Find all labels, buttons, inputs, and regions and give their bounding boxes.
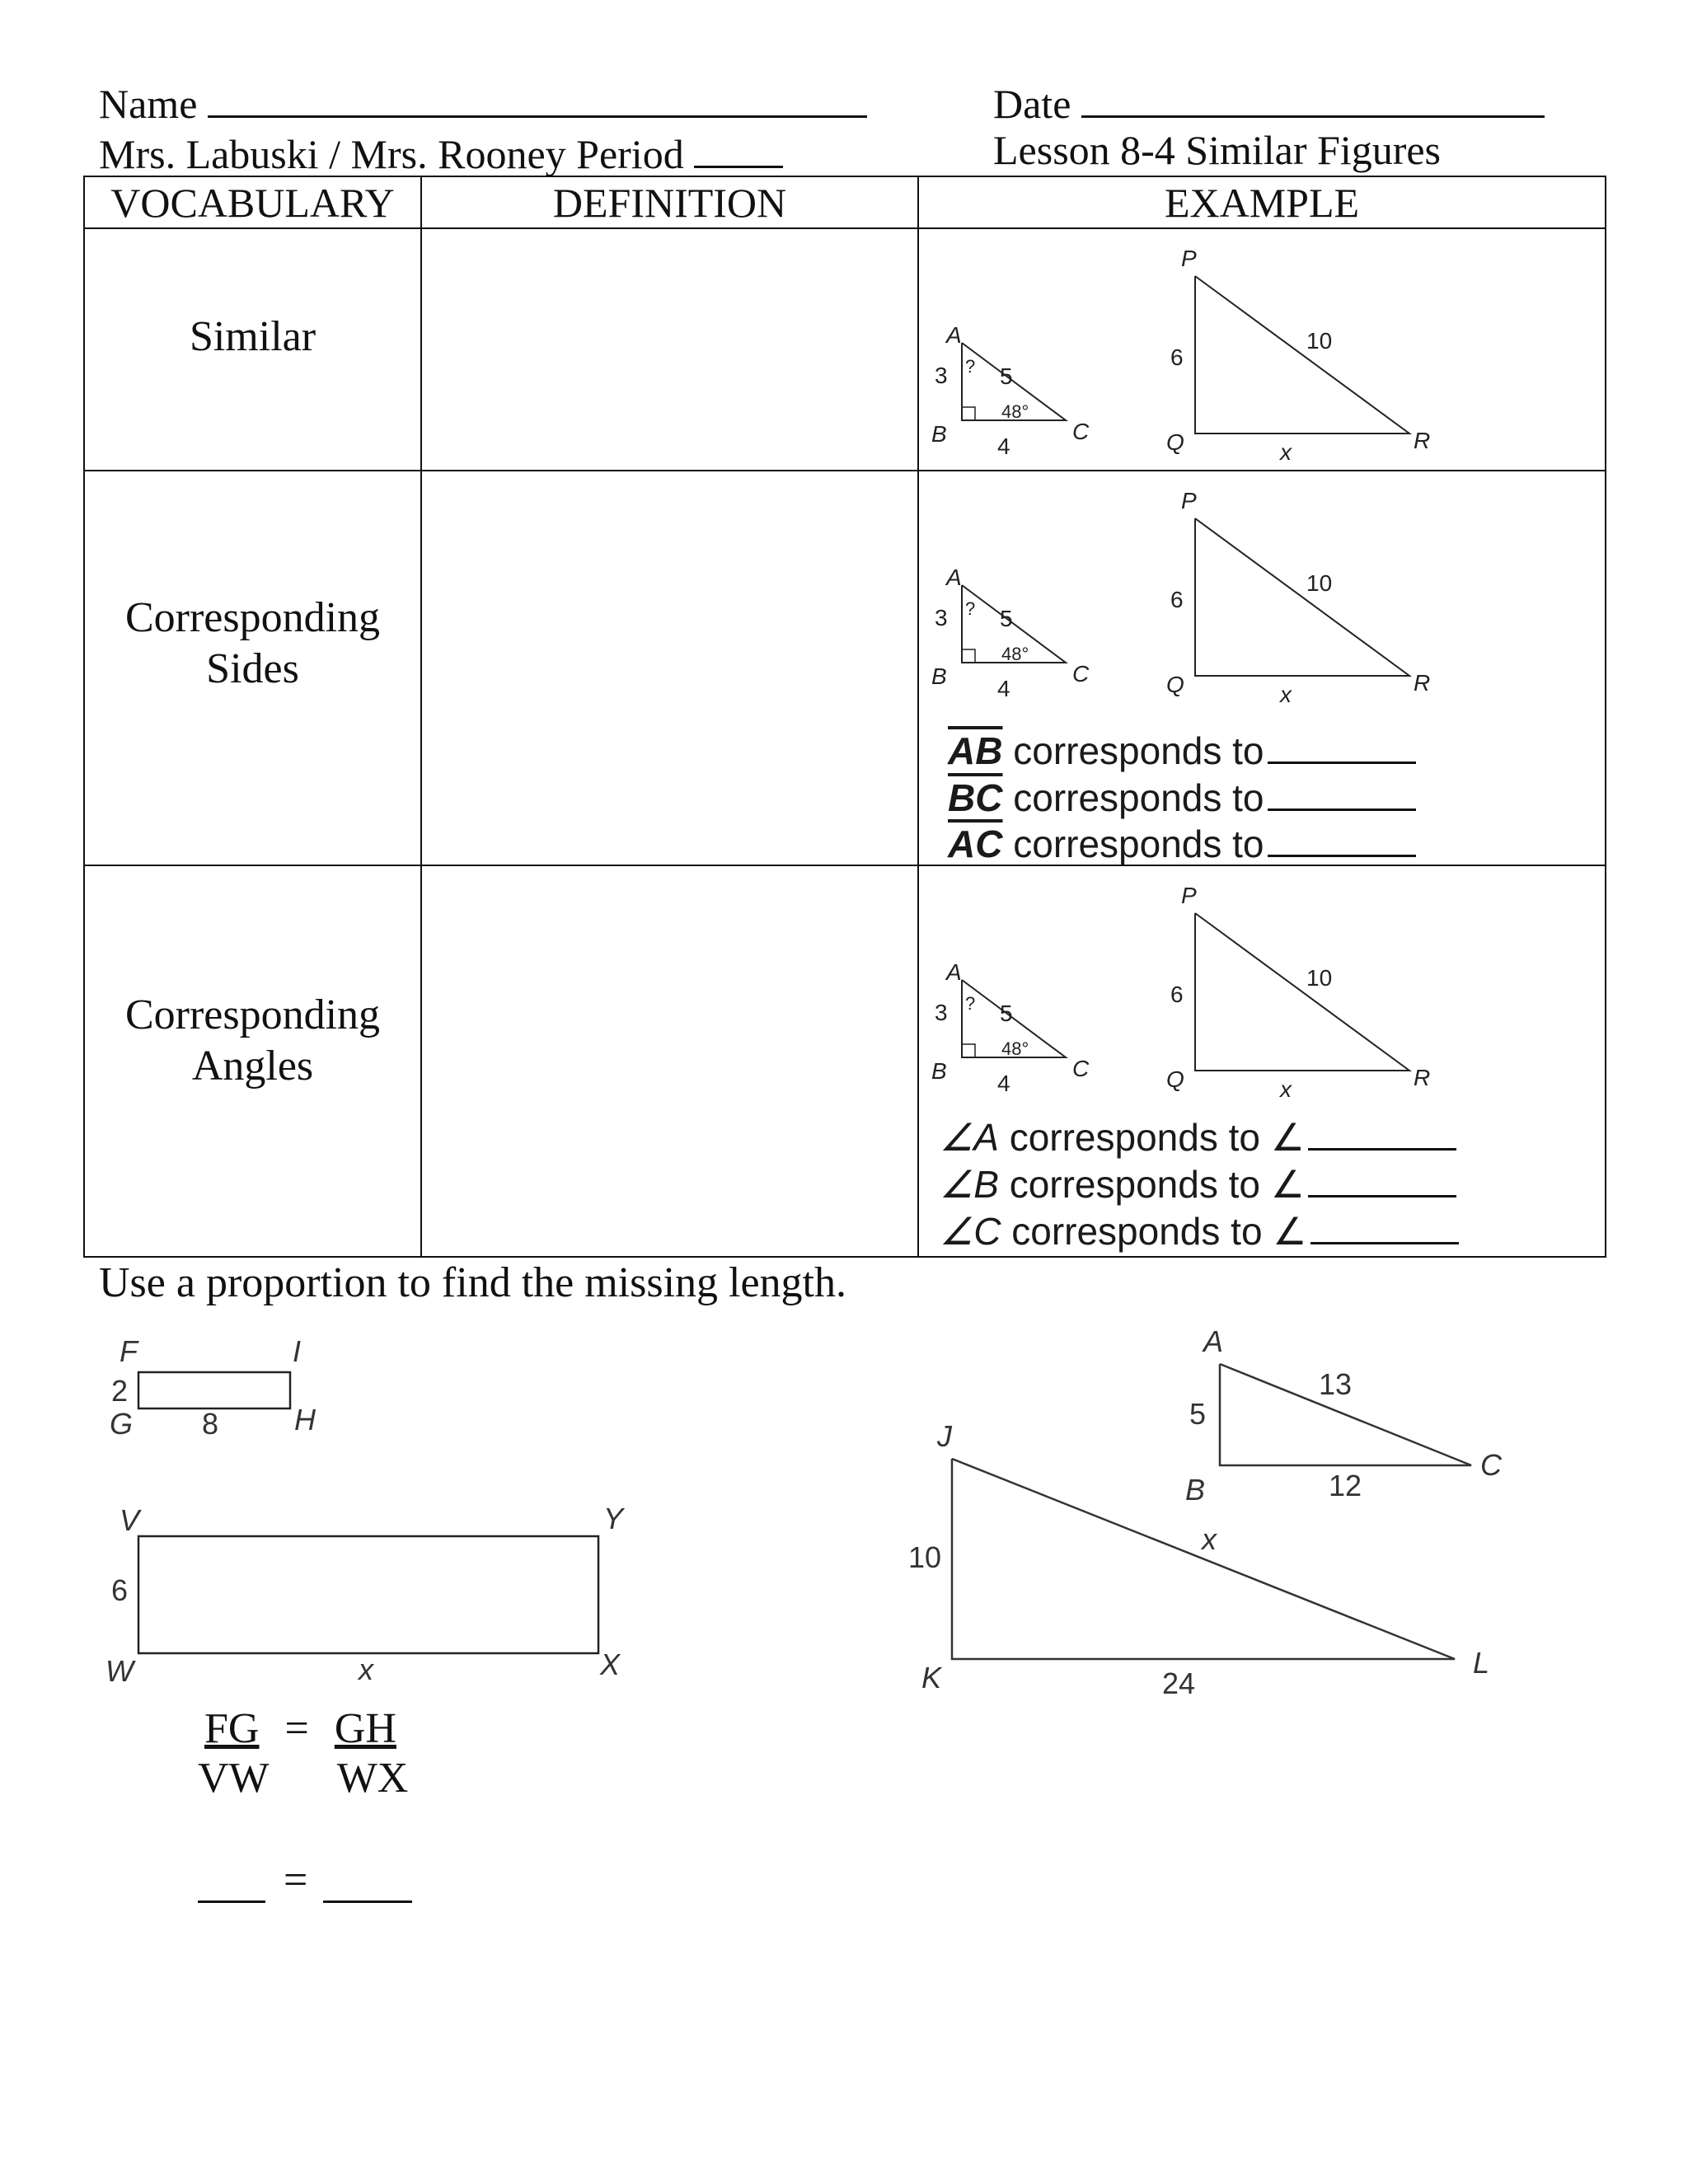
label-c: C [1072, 661, 1090, 687]
label-k: K [921, 1661, 942, 1694]
label-bc: 4 [997, 434, 1010, 459]
statement-text: corresponds to ∠ [998, 1116, 1305, 1159]
label-pq: 6 [1170, 344, 1184, 370]
table-row [84, 471, 1606, 865]
proportion-top [198, 1704, 396, 1753]
label-angle-c: 48° [1001, 644, 1029, 664]
label-bc: 4 [997, 1071, 1010, 1096]
label-p: P [1181, 883, 1197, 908]
date-label: Date [993, 81, 1071, 127]
rectangles-figure [82, 1327, 676, 1698]
statement-text: corresponds to [1002, 823, 1264, 865]
label-qr: x [1280, 1076, 1292, 1102]
label-c: C [1480, 1448, 1502, 1482]
label-w: W [106, 1654, 134, 1688]
label-r: R [1414, 670, 1431, 696]
segment-ab: $\overline{AB}$ [948, 729, 1003, 772]
label-fg: 2 [111, 1374, 129, 1408]
label-b: B [931, 663, 947, 689]
answer-blank[interactable] [1311, 1241, 1459, 1244]
example-cell-similar [918, 228, 1606, 471]
table-row [84, 228, 1606, 471]
label-ac: 13 [1319, 1367, 1353, 1401]
example-cell-sides [918, 471, 1606, 865]
label-ab: 3 [935, 363, 948, 388]
angle-a: ∠A [940, 1116, 999, 1159]
term-similar: Similar [189, 313, 316, 361]
sides-triangles-figure [919, 471, 1606, 719]
label-l: L [1473, 1646, 1490, 1680]
segment-bc: $\overline{BC}$ [948, 776, 1003, 819]
sides-statement [948, 776, 1416, 820]
definition-cell-sides[interactable] [421, 471, 918, 865]
header-vocabulary: VOCABULARY [84, 176, 421, 228]
name-blank[interactable] [208, 79, 867, 118]
label-c: C [1072, 1056, 1090, 1081]
label-a: A [946, 565, 962, 590]
label-ac: 5 [1000, 363, 1013, 389]
term-cell [84, 865, 421, 1257]
answer-blank[interactable] [1308, 1194, 1456, 1197]
label-jl: x [1202, 1522, 1217, 1556]
label-qr: x [1280, 682, 1292, 707]
proportion-eq-2: = [284, 1857, 308, 1904]
label-q: Q [1166, 672, 1184, 697]
period-line [99, 129, 783, 175]
segment-ac: $\overline{AC}$ [948, 823, 1003, 865]
header-definition: DEFINITION [421, 176, 918, 228]
label-pr: 10 [1306, 570, 1333, 596]
term-cell [84, 228, 421, 471]
label-y: Y [603, 1502, 624, 1535]
example-cell-angles [918, 865, 1606, 1257]
instruction-text: Use a proportion to find the missing length. [99, 1259, 847, 1306]
term-corresponding: Corresponding [124, 991, 381, 1039]
label-h: H [294, 1403, 316, 1436]
label-x: X [600, 1647, 621, 1681]
teacher-period: Mrs. Labuski / Mrs. Rooney Period [99, 131, 684, 177]
proportion-den2: WX [336, 1755, 409, 1802]
sides-statement [948, 822, 1416, 866]
vocabulary-table [83, 176, 1606, 1258]
similar-triangles-figure [919, 229, 1606, 471]
statement-text: corresponds to [1002, 776, 1264, 819]
label-qr: x [1280, 439, 1292, 465]
label-a: A [1203, 1324, 1224, 1358]
proportion-bottom [198, 1754, 408, 1802]
label-v: V [120, 1503, 140, 1537]
label-angle-a: ? [965, 356, 976, 377]
term-angles: Angles [191, 1042, 314, 1090]
term-corresponding: Corresponding [124, 594, 381, 642]
label-p: P [1181, 488, 1197, 513]
angles-statement [940, 1162, 1456, 1207]
answer-blank[interactable] [1268, 808, 1416, 811]
label-bc: 4 [997, 676, 1010, 701]
label-g: G [110, 1407, 134, 1441]
proportion-num2: GH [334, 1705, 396, 1752]
proportion-num1: FG [204, 1705, 260, 1752]
header-example: EXAMPLE [918, 176, 1606, 228]
answer-blank[interactable] [1268, 854, 1416, 857]
label-pr: 10 [1306, 965, 1333, 991]
name-line [99, 79, 867, 127]
label-ab: 5 [1189, 1397, 1207, 1431]
proportion-eq: = [284, 1705, 309, 1752]
label-j: J [937, 1419, 952, 1453]
label-angle-a: ? [965, 993, 976, 1014]
label-gh: 8 [202, 1407, 219, 1441]
angles-triangles-figure [919, 866, 1606, 1113]
label-p: P [1181, 246, 1197, 271]
label-bc: 12 [1329, 1469, 1362, 1502]
label-ab: 3 [935, 605, 948, 630]
name-label: Name [99, 81, 198, 127]
label-b: B [931, 1058, 947, 1084]
label-jk: 10 [908, 1540, 942, 1574]
definition-cell-similar[interactable] [421, 228, 918, 471]
proportion-blank-2[interactable] [323, 1900, 412, 1903]
date-line [993, 79, 1545, 127]
term-cell [84, 471, 421, 865]
label-ac: 5 [1000, 606, 1013, 631]
label-a: A [946, 959, 962, 985]
definition-cell-angles[interactable] [421, 865, 918, 1257]
proportion-blank-1[interactable] [198, 1900, 265, 1903]
statement-text: corresponds to ∠ [998, 1163, 1305, 1206]
angle-b: ∠B [940, 1163, 999, 1206]
label-pr: 10 [1306, 328, 1333, 354]
label-vw: 6 [111, 1573, 129, 1607]
label-q: Q [1166, 1066, 1184, 1092]
label-r: R [1414, 1065, 1431, 1090]
label-q: Q [1166, 429, 1184, 455]
table-row [84, 865, 1606, 1257]
angles-statement [940, 1209, 1459, 1254]
statement-text: corresponds to ∠ [1001, 1210, 1307, 1253]
label-kl: 24 [1162, 1666, 1196, 1700]
angle-c: ∠C [940, 1210, 1001, 1253]
answer-blank[interactable] [1308, 1147, 1456, 1151]
label-i: I [293, 1334, 302, 1368]
answer-blank[interactable] [1268, 761, 1416, 764]
triangles-jkl-abc-figure [874, 1310, 1615, 1714]
label-pq: 6 [1170, 982, 1184, 1007]
angles-statement [940, 1115, 1456, 1160]
label-f: F [120, 1334, 138, 1368]
label-b: B [1185, 1473, 1206, 1507]
label-c: C [1072, 419, 1090, 444]
label-pq: 6 [1170, 587, 1184, 612]
label-ac: 5 [1000, 1001, 1013, 1026]
label-wx: x [359, 1652, 373, 1686]
label-ab: 3 [935, 1000, 948, 1025]
lesson-title: Lesson 8-4 Similar Figures [993, 127, 1442, 173]
label-b: B [931, 421, 947, 447]
proportion-den1: VW [198, 1755, 269, 1802]
term-sides: Sides [206, 644, 299, 692]
label-r: R [1414, 428, 1431, 453]
period-blank[interactable] [694, 129, 783, 168]
label-angle-a: ? [965, 598, 976, 619]
statement-text: corresponds to [1002, 729, 1264, 772]
date-blank[interactable] [1081, 79, 1545, 118]
label-angle-c: 48° [1001, 1038, 1029, 1059]
label-angle-c: 48° [1001, 401, 1029, 422]
label-a: A [946, 322, 962, 348]
sides-statement [948, 729, 1416, 773]
